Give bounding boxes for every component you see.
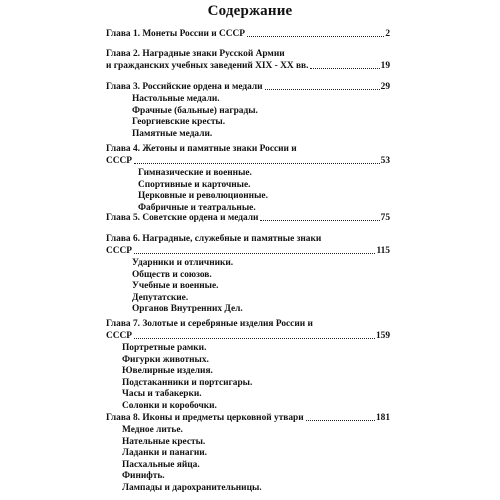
chapter-row	[106, 155, 390, 167]
subsection-item: Депутатские.	[132, 292, 189, 303]
chapter-row	[106, 330, 390, 342]
chapter-row	[106, 245, 390, 257]
chapter-title: Глава 6. Наградные, служебные и памятные знаки	[106, 234, 322, 244]
chapter-title-cont: СССР	[106, 246, 133, 256]
page-number: 181	[375, 413, 390, 423]
page-number: 159	[375, 331, 390, 341]
subsection-item: Ладанки и панагии.	[122, 448, 207, 459]
chapter-title: Глава 4. Жетоны и памятные знаки России и	[106, 144, 297, 154]
chapter-3	[106, 81, 390, 140]
chapter-4	[106, 143, 390, 214]
leader-dots	[310, 68, 379, 69]
subsection-item: Солонки и коробочки.	[122, 400, 217, 411]
chapter-5	[106, 212, 390, 224]
chapter-title: Глава 5. Советские ордена и медали	[106, 213, 259, 223]
subsection-item: Памятные медали.	[132, 128, 213, 139]
subsection-item: Пасхальные яйца.	[122, 459, 200, 470]
chapter-title: Глава 3. Российские ордена и медали	[106, 82, 263, 92]
subsection-item: Органов Внутренних Дел.	[132, 304, 243, 315]
leader-dots	[134, 338, 375, 339]
chapter-title: Глава 1. Монеты России и СССР	[106, 29, 245, 39]
subsection-item: Учебные и военные.	[132, 281, 219, 292]
chapter-row	[106, 81, 390, 93]
subsection-item: Ювелирные изделия.	[122, 366, 213, 377]
subsection-item: Фабричные и театральные.	[138, 202, 256, 213]
chapter-row	[106, 28, 390, 40]
chapter-row	[106, 212, 390, 224]
subsection-list	[106, 343, 390, 413]
subsection-item: Лампады и дарохранительницы.	[122, 482, 262, 493]
page-number: 2	[385, 29, 390, 39]
chapter-2	[106, 48, 390, 72]
chapter-row	[106, 60, 390, 72]
subsection-item: Фрачные (бальные) награды.	[132, 105, 258, 116]
page-title: Содержание	[207, 3, 293, 19]
subsection-item: Настольные медали.	[132, 94, 220, 104]
subsection-item: Нательные кресты.	[122, 436, 206, 447]
chapter-8	[106, 412, 390, 495]
subsection-list	[106, 168, 390, 214]
page-number: 75	[380, 213, 390, 223]
leader-dots	[265, 89, 380, 90]
subsection-item: Гимназические и военные.	[138, 168, 252, 178]
subsection-list	[106, 258, 390, 316]
chapter-1	[106, 28, 390, 40]
chapter-6	[106, 233, 390, 316]
chapter-title-cont: и гражданских учебных заведений XIX - XX вв.	[106, 61, 309, 71]
subsection-item: Церковные и революционные.	[138, 191, 268, 202]
chapter-title-cont: СССР	[106, 331, 133, 341]
leader-dots	[134, 253, 375, 254]
page-number: 53	[380, 156, 390, 166]
subsection-list	[106, 425, 390, 495]
chapter-title: Глава 8. Иконы и предметы церковной утвари	[106, 413, 304, 423]
subsection-item: Ударники и отличники.	[132, 258, 234, 268]
chapter-title: Глава 7. Золотые и серебряные изделия России и	[106, 319, 313, 329]
leader-dots	[247, 36, 384, 37]
subsection-item: Подстаканники и портсигары.	[122, 377, 253, 388]
page-number: 115	[376, 246, 390, 256]
page-number: 29	[380, 82, 390, 92]
leader-dots	[306, 420, 375, 421]
chapter-row	[106, 412, 390, 424]
subsection-item: Портретные рамки.	[122, 343, 207, 353]
subsection-item: Обществ и союзов.	[132, 269, 212, 280]
chapter-7	[106, 318, 390, 413]
leader-dots	[134, 163, 380, 164]
leader-dots	[260, 220, 379, 221]
subsection-item: Часы и табакерки.	[122, 389, 202, 400]
subsection-item: Финифть.	[122, 471, 165, 482]
chapter-title: Глава 2. Наградные знаки Русской Армии	[106, 49, 285, 59]
subsection-item: Медное литье.	[122, 425, 183, 435]
subsection-item: Георгиевские кресты.	[132, 117, 226, 128]
page-number: 19	[380, 61, 390, 71]
subsection-item: Спортивные и карточные.	[138, 179, 251, 190]
subsection-item: Фигурки животных.	[122, 354, 209, 365]
chapter-title-cont: СССР	[106, 156, 133, 166]
subsection-list	[106, 94, 390, 140]
